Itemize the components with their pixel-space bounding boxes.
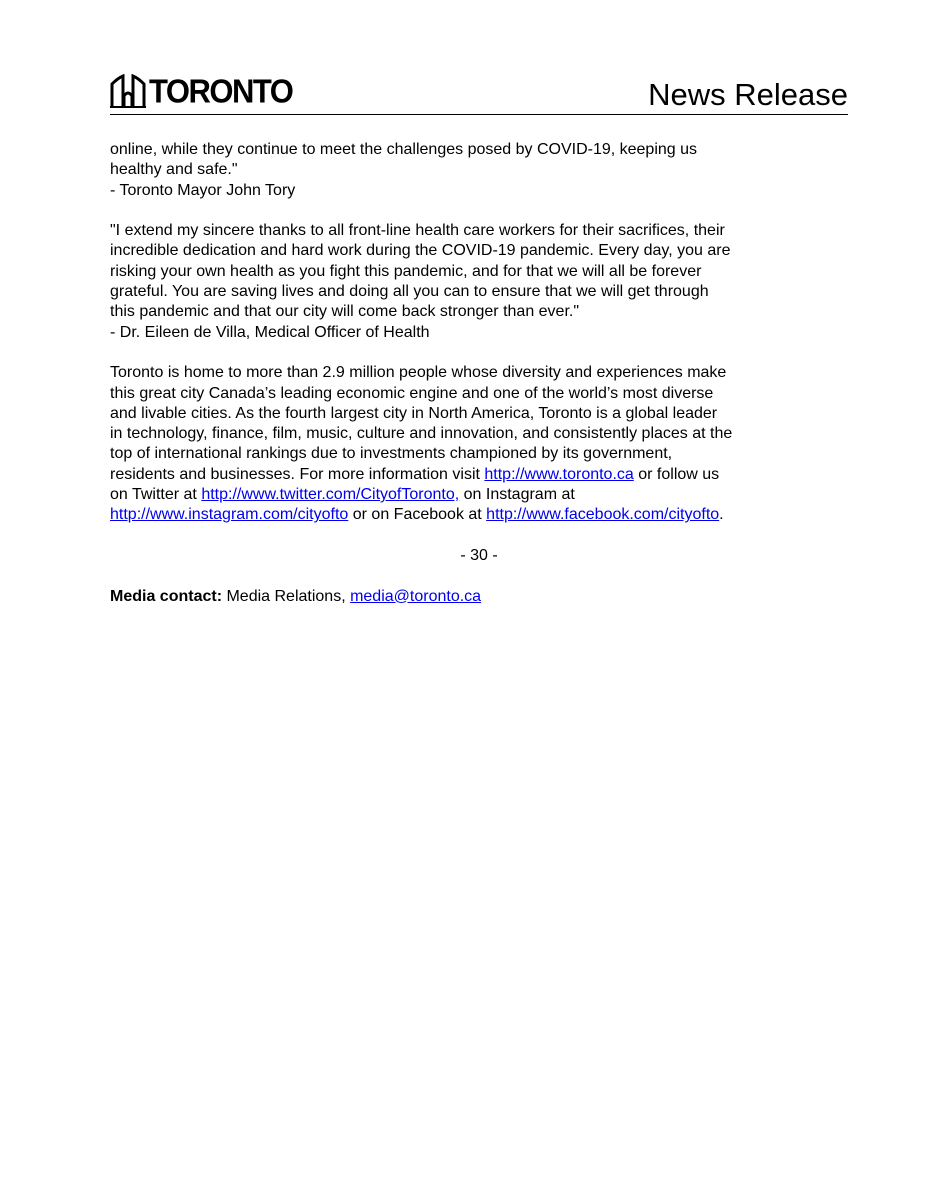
text-span: .	[719, 506, 724, 524]
instagram-link[interactable]: http://www.instagram.com/cityofto	[110, 506, 349, 524]
media-contact-text: Media Relations,	[222, 587, 351, 605]
paragraph-line: Toronto is home to more than 2.9 million people whose diversity and experiences make	[110, 364, 727, 382]
facebook-link[interactable]: http://www.facebook.com/cityofto	[486, 506, 720, 524]
toronto-logo	[110, 68, 293, 111]
text-span: on Instagram at	[459, 486, 575, 504]
text-span: residents and businesses. For more information visit	[110, 465, 485, 483]
logo-wordmark: TORONTO	[149, 72, 293, 111]
media-contact	[110, 587, 848, 607]
paragraph-line	[110, 465, 848, 485]
paragraph-line: grateful. You are saving lives and doing all you can to ensure that we will get through	[110, 283, 709, 301]
text-span: or follow us	[633, 465, 720, 483]
paragraph-line: online, while they continue to meet the challenges posed by COVID-19, keeping us	[110, 141, 698, 158]
paragraph-line: and livable cities. As the fourth largest city in North America, Toronto is a global leader	[110, 404, 718, 422]
page-header	[110, 62, 848, 115]
city-hall-icon	[110, 74, 146, 108]
text-span: or on Facebook at	[348, 506, 487, 524]
media-email-link[interactable]: media@toronto.ca	[350, 587, 482, 605]
text-span: on Twitter at	[110, 486, 202, 504]
paragraph-line	[110, 505, 848, 525]
paragraph-line	[110, 485, 848, 505]
paragraph-line: healthy and safe."	[110, 161, 238, 179]
media-contact-label: Media contact:	[110, 587, 223, 605]
twitter-link[interactable]: http://www.twitter.com/CityofToronto,	[201, 486, 460, 504]
paragraph-line: "I extend my sincere thanks to all front-line health care workers for their sacrifices, their	[110, 222, 725, 240]
paragraph-line: top of international rankings due to investments championed by its government,	[110, 445, 673, 463]
paragraph-line: incredible dedication and hard work during the COVID-19 pandemic. Every day, you are	[110, 242, 731, 260]
toronto-website-link[interactable]: http://www.toronto.ca	[484, 465, 634, 483]
paragraph-line: this pandemic and that our city will come back stronger than ever."	[110, 303, 580, 321]
page-title: News Release	[648, 77, 848, 112]
paragraph-line: this great city Canada’s leading economic engine and one of the world’s most diverse	[110, 384, 714, 402]
document-body	[110, 140, 848, 607]
quote-attribution: - Toronto Mayor John Tory	[110, 181, 296, 199]
quote-attribution: - Dr. Eileen de Villa, Medical Officer of Health	[110, 323, 430, 341]
paragraph-line: risking your own health as you fight this pandemic, and for that we will all be forever	[110, 262, 702, 280]
paragraph-line: in technology, finance, film, music, culture and innovation, and consistently places at the	[110, 425, 733, 443]
end-mark: - 30 -	[460, 546, 498, 564]
